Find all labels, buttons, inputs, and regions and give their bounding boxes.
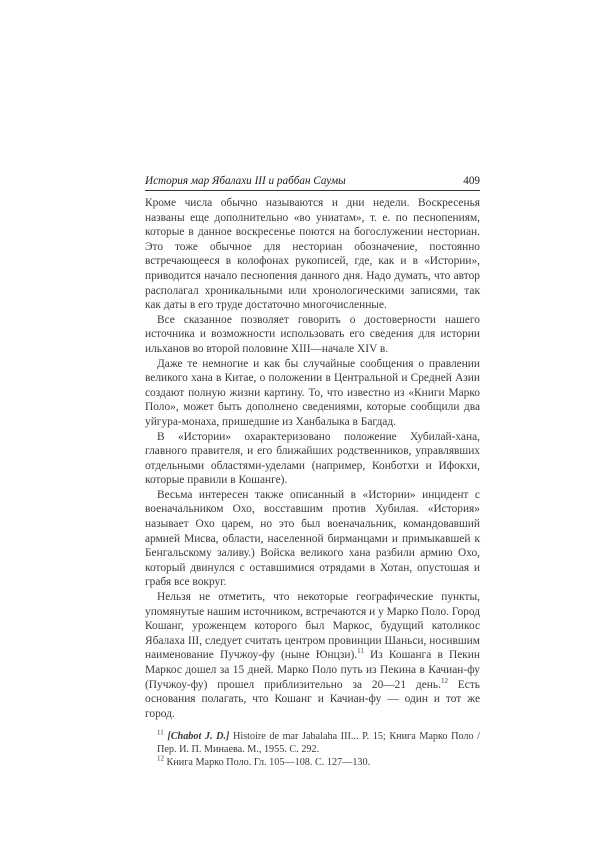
paragraph: В «Истории» охарактеризовано положение Хубилай-хана, главного правителя, и его ближайших родственников, управлявших отдельными областями-уделами (например, Конботхи и Ифокхи, которые правили в Кошанге). [145,430,480,487]
footnote [145,756,480,769]
footnote-number: 12 [157,754,164,763]
running-head [145,175,480,191]
paragraph: Все сказанное позволяет говорить о достоверности нашего источника и возможности использовать его сведения для истории ильханов во второй половине XIII—начале XIV в. [145,313,480,355]
footnote-text: Книга Марко Поло. Гл. 105—108. С. 127—130. [164,757,371,769]
paragraph [145,590,480,721]
running-head-title: История мар Ябалахи III и раббан Саумы [145,175,346,187]
paragraph: Даже те немногие и как бы случайные сообщения о правлении великого хана в Китае, о положении в Центральной и Средней Азии создают полную жизни картину. То, что известно из «Книги Марко Поло», может быть дополнено сведениями, которые сообщили два уйгура-монаха, пришедшие из Ханбалыка в Багдад. [145,357,480,428]
paragraph-text: Нельзя не отметить, что некоторые географические пункты, упомянутые нашим источником, встречаются и у Марко Поло. Город Кошанг, уроженцем которого был Маркос, будущий католикос Ябалаха III, следует считать центром провинции Шаньси, носившим наименование Пучжоу-фу (ныне Юнцзи). [145,591,480,662]
paragraph: Кроме числа обычно называются и дни недели. Воскресенья названы еще дополнительно «во униатам», т. е. по песнопениям, которые в данное воскресенье поются на богослужении несториан. Это тоже обычное для несториан обозначение, постоянно встречающееся в колофонах рукописей, где, как и в «Истории», приводится начало песнопения данного дня. Надо думать, что автор располагал хроникальными или хронологическими записями, так как даты в его труде достаточно многочисленные. [145,197,480,312]
footnote-text: Histoire de mar Jabalaha III... P. 15; Книга Марко Поло / Пер. И. П. Минаева. М., 1955. С. 292. [157,731,481,756]
footnote-ref[interactable]: 11 [357,647,364,656]
footnote-author: [Chabot J. D.] [167,731,230,743]
book-page [145,175,480,769]
footnote [145,730,480,756]
paragraph: Весьма интересен также описанный в «Истории» инцидент с военачальником Охо, восставшим против Хубилая. «История» называет Охо царем, но это был военачальник, командовавший армией Мисва, области, населенной бирманцами и примыкавшей к Бенгальскому заливу.) Войска великого хана разбили армию Охо, который двинулся с оставшимися отрядами в Хотан, опустошая и грабя все вокруг. [145,488,480,589]
footnote-ref[interactable]: 12 [440,676,448,685]
footnotes [145,730,480,769]
footnote-number: 11 [157,728,164,737]
paragraph-text: Из Кошанга в Пекин Маркос дошел за 15 дней. Марко Поло путь из Пекина в Качиан-фу (Пучжоу-фу) прошел приблизительно за 20—21 день. [145,649,480,691]
main-text [145,196,480,721]
paragraph-text: Есть основания полагать, что Кошанг и Качиан-фу — один и тот же город. [145,678,480,720]
page-number: 409 [463,175,480,187]
